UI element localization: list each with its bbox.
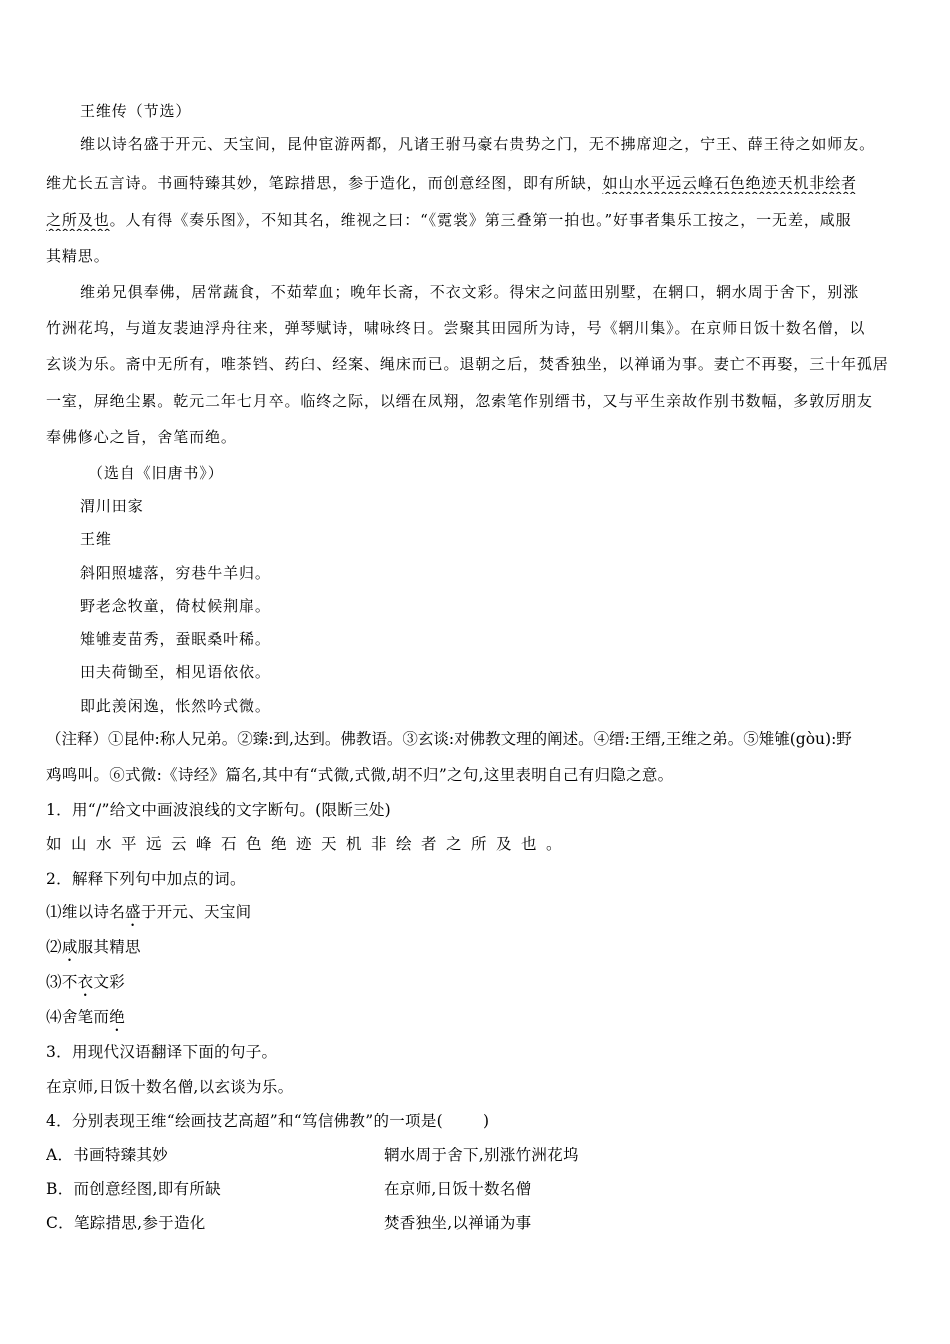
option-c-left: C．笔踪措思,参于造化 [46,1214,206,1232]
poem-line: 雉雊麦苗秀，蚕眠桑叶稀。 [80,630,271,648]
passage-line: 维以诗名盛于开元、天宝间，昆仲宦游两都，凡诸王驸马豪右贵势之门，无不拂席迎之，宁王、薛王待之如师友。 [80,135,876,153]
prompt-text: 4．分别表现王维“绘画技艺高超”和“笃信佛教”的一项是( [46,1112,444,1130]
passage-line [46,209,906,231]
passage-line: 维弟兄俱奉佛，居常蔬食，不茹荤血；晚年长斋，不衣文彩。得宋之问蓝田别墅，在辋口，辋水周于舍下，别涨 [80,283,860,301]
passage-line: 玄谈为乐。斋中无所有，唯茶铛、药臼、经案、绳床而已。退朝之后，焚香独坐，以禅诵为事。妻亡不再娶，三十年孤居 [46,355,889,373]
question-4-prompt [46,1110,906,1132]
question-3-prompt: 3．用现代汉语翻译下面的句子。 [46,1043,278,1061]
question-2-item [46,1006,906,1035]
option-b-right: 在京师,日饭十数名僧 [384,1180,532,1198]
item-text: 维以诗名 [61,903,126,921]
item-text: 舍笔而 [61,1008,110,1026]
passage-source: （选自《旧唐书》） [88,464,224,482]
option-a-left: A．书画特臻其妙 [46,1146,169,1164]
item-text: 文彩 [93,973,126,991]
prompt-text: ) [483,1112,490,1130]
poem-title: 渭川田家 [80,497,144,515]
question-2-item [46,936,906,965]
dotted-word: 衣 [77,973,94,991]
poem-line: 野老念牧童，倚杖候荆扉。 [80,597,271,615]
passage-text: 维尤长五言诗。书画特臻其妙，笔踪措思，参于造化，而创意经图，即有所缺， [46,174,603,192]
question-2-item [46,971,906,1000]
item-number: ⑴ [46,903,62,921]
question-2-item [46,901,906,930]
question-2-prompt: 2．解释下列句中加点的词。 [46,870,246,888]
passage-line: 奉佛修心之旨，舍笔而绝。 [46,428,237,446]
question-3-sentence: 在京师,日饭十数名僧,以玄谈为乐。 [46,1078,294,1096]
option-b-left: B．而创意经图,即有所缺 [46,1180,221,1198]
poem-line: 田夫荷锄至，相见语依依。 [80,663,271,681]
wavy-underlined-text: 之所及也 [46,211,110,229]
dotted-word: 绝 [109,1008,126,1026]
passage-line [46,172,906,194]
wavy-underlined-text: 如山水平远云峰石色绝迹天机非绘者 [602,174,857,192]
passage-title: 王维传（节选） [80,102,192,120]
item-number: ⑷ [46,1008,62,1026]
item-number: ⑵ [46,938,62,956]
option-c-right: 焚香独坐,以禅诵为事 [384,1214,532,1232]
item-text: 于开元、天宝间 [140,903,252,921]
dotted-word: 盛 [125,903,141,921]
passage-line: 其精思。 [46,247,110,265]
question-1-text: 如山水平远云峰石色绝迹天机非绘者之所及也。 [46,835,572,853]
passage-line: 一室，屏绝尘累。乾元二年七月卒。临终之际，以缙在凤翔，忽索笔作别缙书，又与平生亲故作别书数幅，多敦厉朋友 [46,392,873,410]
poem-author: 王维 [80,530,112,548]
passage-text: 。人有得《奏乐图》，不知其名，维视之曰：“《霓裳》第三叠第一拍也。”好事者集乐工按之，一无差，咸服 [109,211,852,229]
notes-line: （注释）①昆仲:称人兄弟。②臻:到,达到。佛教语。③玄谈:对佛教文理的阐述。④缙:王缙,王维之弟。⑤雉雊(gòu):野 [46,730,852,748]
option-a-right: 辋水周于舍下,别涨竹洲花坞 [384,1146,579,1164]
poem-line: 即此羡闲逸，怅然吟式微。 [80,697,271,715]
passage-line: 竹洲花坞，与道友裴迪浮舟往来，弹琴赋诗，啸咏终日。尝聚其田园所为诗，号《辋川集》。在京师日饭十数名僧，以 [46,319,866,337]
poem-line: 斜阳照墟落，穷巷牛羊归。 [80,564,271,582]
item-text: 不 [61,973,78,991]
dotted-word: 咸 [61,938,78,956]
item-text: 服其精思 [77,938,141,956]
question-1-prompt: 1．用“/”给文中画波浪线的文字断句。(限断三处) [46,801,392,819]
notes-line: 鸡鸣叫。⑥式微:《诗经》篇名,其中有“式微,式微,胡不归”之句,这里表明自己有归隐之意。 [46,766,674,784]
item-number: ⑶ [46,973,62,991]
